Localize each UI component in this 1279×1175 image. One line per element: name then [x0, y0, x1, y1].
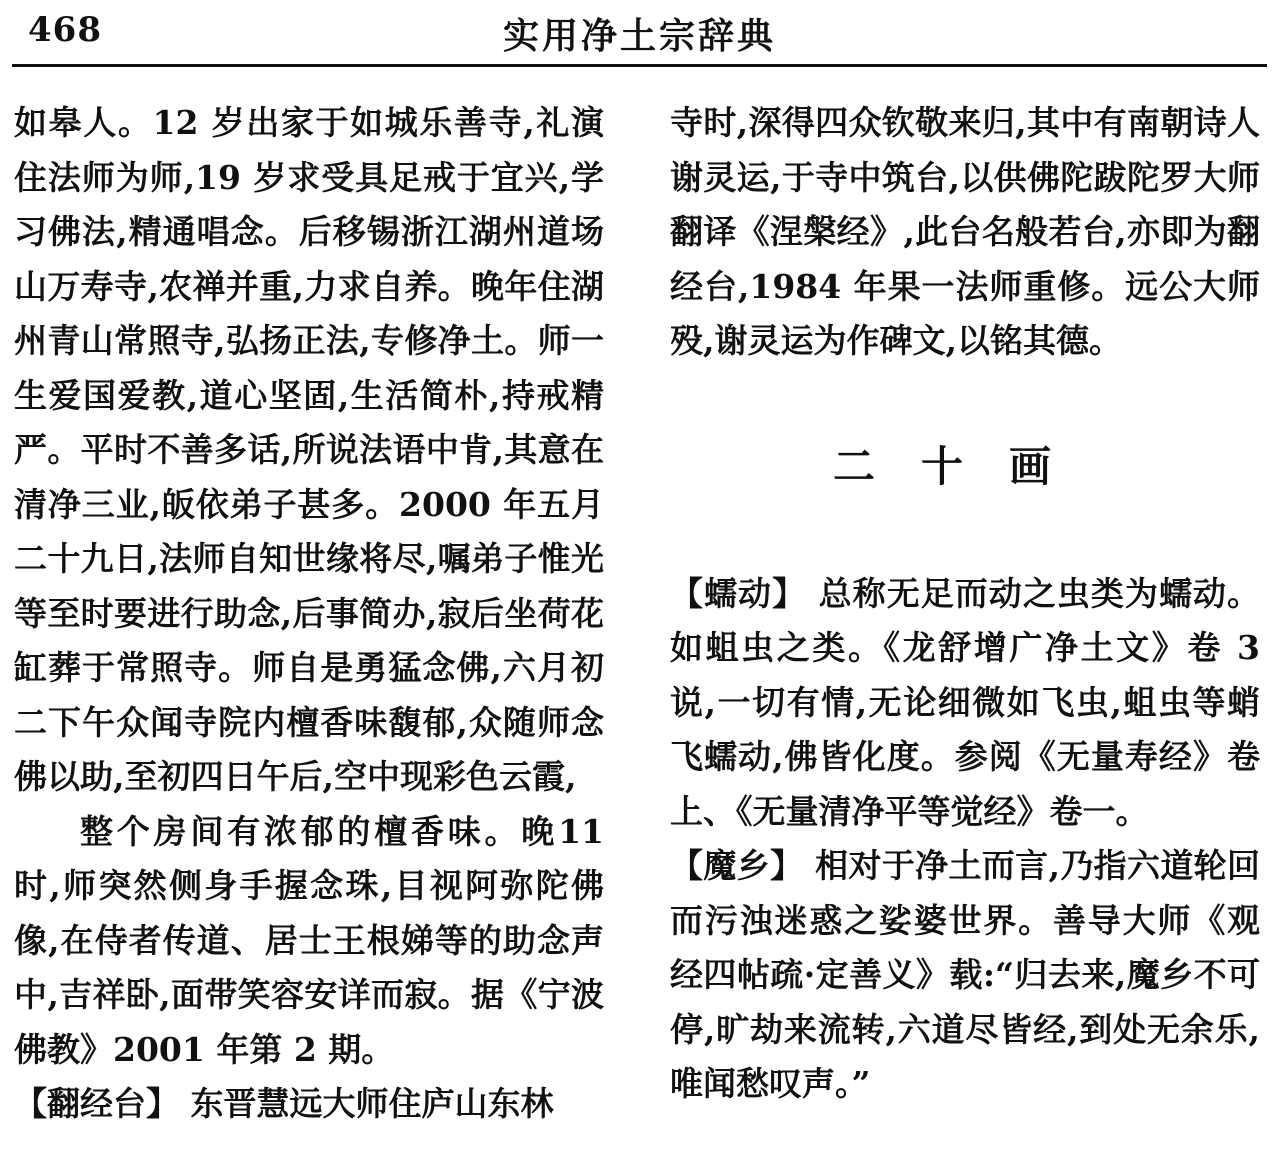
header-rule: [12, 64, 1267, 67]
entry-text: 总称无足而动之虫类为蠕动。如蛆虫之类。《龙舒增广净土文》卷 3 说,一切有情,无论细微如飞虫,蛆虫等蛸飞蠕动,佛皆化度。参阅《无量寿经》卷上、《无量清净平等觉经》卷一。: [670, 573, 1261, 831]
dictionary-entry: [14, 1077, 604, 1132]
paragraph: 整个房间有浓郁的檀香味。晚11 时,师突然侧身手握念珠,目视阿弥陀佛像,在侍者传道、居士王根娣等的助念声中,吉祥卧,面带笑容安详而寂。据《宁波佛教》2001 年第 2 期。: [14, 811, 604, 1069]
running-title: 实用净土宗辞典: [502, 15, 776, 57]
dictionary-entry: [670, 839, 1260, 1112]
paragraph: 如皋人。12 岁出家于如城乐善寺,礼演住法师为师,19 岁求受具足戒于宜兴,学习佛法,精通唱念。后移锡浙江湖州道场山万寿寺,农禅并重,力求自养。晚年住湖州青山常照寺,弘扬正法,专修净土。师一生爱国爱教,道心坚固,生活简朴,持戒精严。平时不善多话,所说法语中肯,其意在清净三业,皈依弟子甚多。2000 年五月二十九日,法师自知世缘将尽,嘱弟子惟光等至时要进行助念,后事简办,寂后坐荷花缸葬于常照寺。师自是勇猛念佛,六月初二下午众闻寺院内檀香味馥郁,众随师念佛以助,至初四日午后,空中现彩色云霞,: [14, 103, 604, 796]
entry-text: 相对于净土而言,乃指六道轮回而污浊迷惑之娑婆世界。善导大师《观经四帖疏·定善义》载:“归去来,魔乡不可停,旷劫来流转,六道尽皆经,到处无余乐,唯闻愁叹声。”: [670, 846, 1260, 1103]
entry-headword: 【翻经台】: [14, 1084, 179, 1123]
right-column: [670, 96, 1260, 1112]
dictionary-entry: [670, 567, 1260, 840]
left-column: [14, 96, 604, 1132]
page-number: 468: [28, 10, 102, 50]
section-heading: 二十画: [832, 441, 1097, 491]
entry-headword: 【魔乡】: [670, 846, 804, 885]
entry-text: 东晋慧远大师住庐山东林: [190, 1084, 554, 1123]
entry-headword: 【蠕动】: [670, 573, 807, 613]
page-header: [12, 0, 1267, 66]
entry-continuation: 寺时,深得四众钦敬来归,其中有南朝诗人谢灵运,于寺中筑台,以供佛陀跋陀罗大师翻译《涅槃经》,此台名般若台,亦即为翻经台,1984 年果一法师重修。远公大师殁,谢灵运为作碑文,以铭其德。: [670, 103, 1260, 360]
